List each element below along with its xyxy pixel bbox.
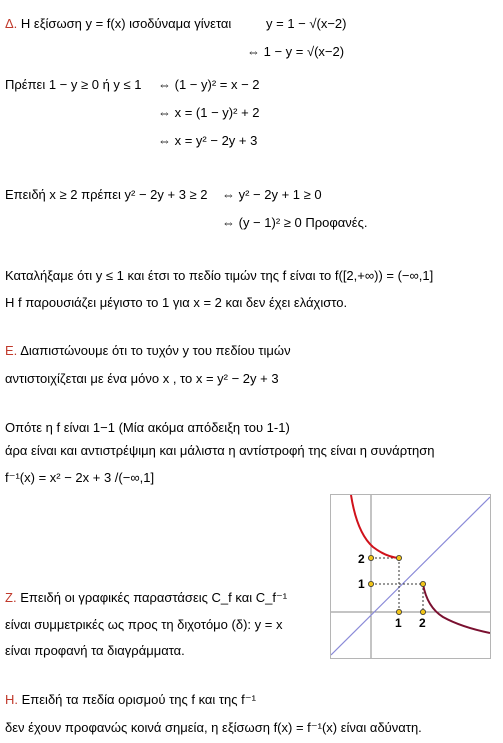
section-d-since: Επειδή x ≥ 2 πρέπει y² − 2y + 3 ≥ 2 [5,187,208,202]
point-y-1 [368,581,373,586]
section-e-line-1 [5,343,291,359]
section-e-inverse: f⁻¹(x) = x² − 2x + 3 /(−∞,1] [5,470,155,485]
inverse-curve [351,495,399,558]
graph-figure [330,494,491,659]
section-h-text-1: Επειδή τα πεδία ορισμού της f και της f⁻¹ [21,692,256,707]
bisector-line [331,497,490,655]
section-e-text-1: Διαπιστώνουμε ότι το τυχόν y του πεδίου τιμών [20,343,291,358]
graph-svg [331,495,490,658]
section-h-text-2: δεν έχουν προφανώς κοινά σημεία, η εξίσωση f(x) = f⁻¹(x) είναι αδύνατη. [5,720,422,735]
point-x-2 [420,609,425,614]
section-d-maximum: Η f παρουσιάζει μέγιστο το 1 για x = 2 και δεν έχει ελάχιστο. [5,295,348,310]
point-x-1 [396,609,401,614]
section-e-text-3: Οπότε η f είναι 1−1 (Μία ακόμα απόδειξη του 1-1) [5,420,290,435]
tick-label-x-1: 1 [395,616,402,630]
tick-label-x-2: 2 [419,616,426,630]
section-e-text-4: άρα είναι και αντιστρέψιμη και μάλιστα η αντίστροφή της είναι η συνάρτηση [5,443,435,458]
section-z-text-2: είναι συμμετρικές ως προς τη διχοτόμο (δ): y = x [5,617,283,632]
tick-label-y-1: 1 [358,577,365,591]
section-z-line-1 [5,590,287,606]
section-z-text-3: είναι προφανή τα διαγράμματα. [5,643,185,658]
section-z-text-1: Επειδή οι γραφικές παραστάσεις C_f και C_f⁻¹ [20,590,288,605]
tick-label-y-2: 2 [358,552,365,566]
section-h-line-1 [5,692,256,708]
equation-d-1: y = 1 − √(x−2) [266,16,347,31]
equation-d-7: ⇔ (y − 1)² ≥ 0 Προφανές. [222,215,368,230]
section-d-label: Δ. [5,16,18,31]
point-y-2 [368,555,373,560]
equation-d-4: ⇔ x = (1 − y)² + 2 [158,105,260,120]
equation-d-3: ⇔ (1 − y)² = x − 2 [158,77,260,92]
section-d-condition: Πρέπει 1 − y ≥ 0 ή y ≤ 1 [5,77,142,92]
section-e-text-2: αντιστοιχίζεται με ένα μόνο x , το x = y² − 2y + 3 [5,371,279,386]
point-2-1 [420,581,425,586]
section-z-label: Ζ. [5,590,17,605]
section-d-range: Καταλήξαμε ότι y ≤ 1 και έτσι το πεδίο τιμών της f είναι το f([2,+∞)) = (−∞,1] [5,268,434,283]
point-1-2 [396,555,401,560]
f-curve [423,584,490,633]
section-e-label: Ε. [5,343,18,358]
section-d-line-1 [5,16,231,32]
equation-d-5: ⇔ x = y² − 2y + 3 [158,133,258,148]
section-d-text-1: Η εξίσωση y = f(x) ισοδύναμα γίνεται [20,16,232,31]
section-h-label: Η. [5,692,18,707]
equation-d-2: ⇔ 1 − y = √(x−2) [247,44,345,59]
equation-d-6: ⇔ y² − 2y + 1 ≥ 0 [222,187,322,202]
